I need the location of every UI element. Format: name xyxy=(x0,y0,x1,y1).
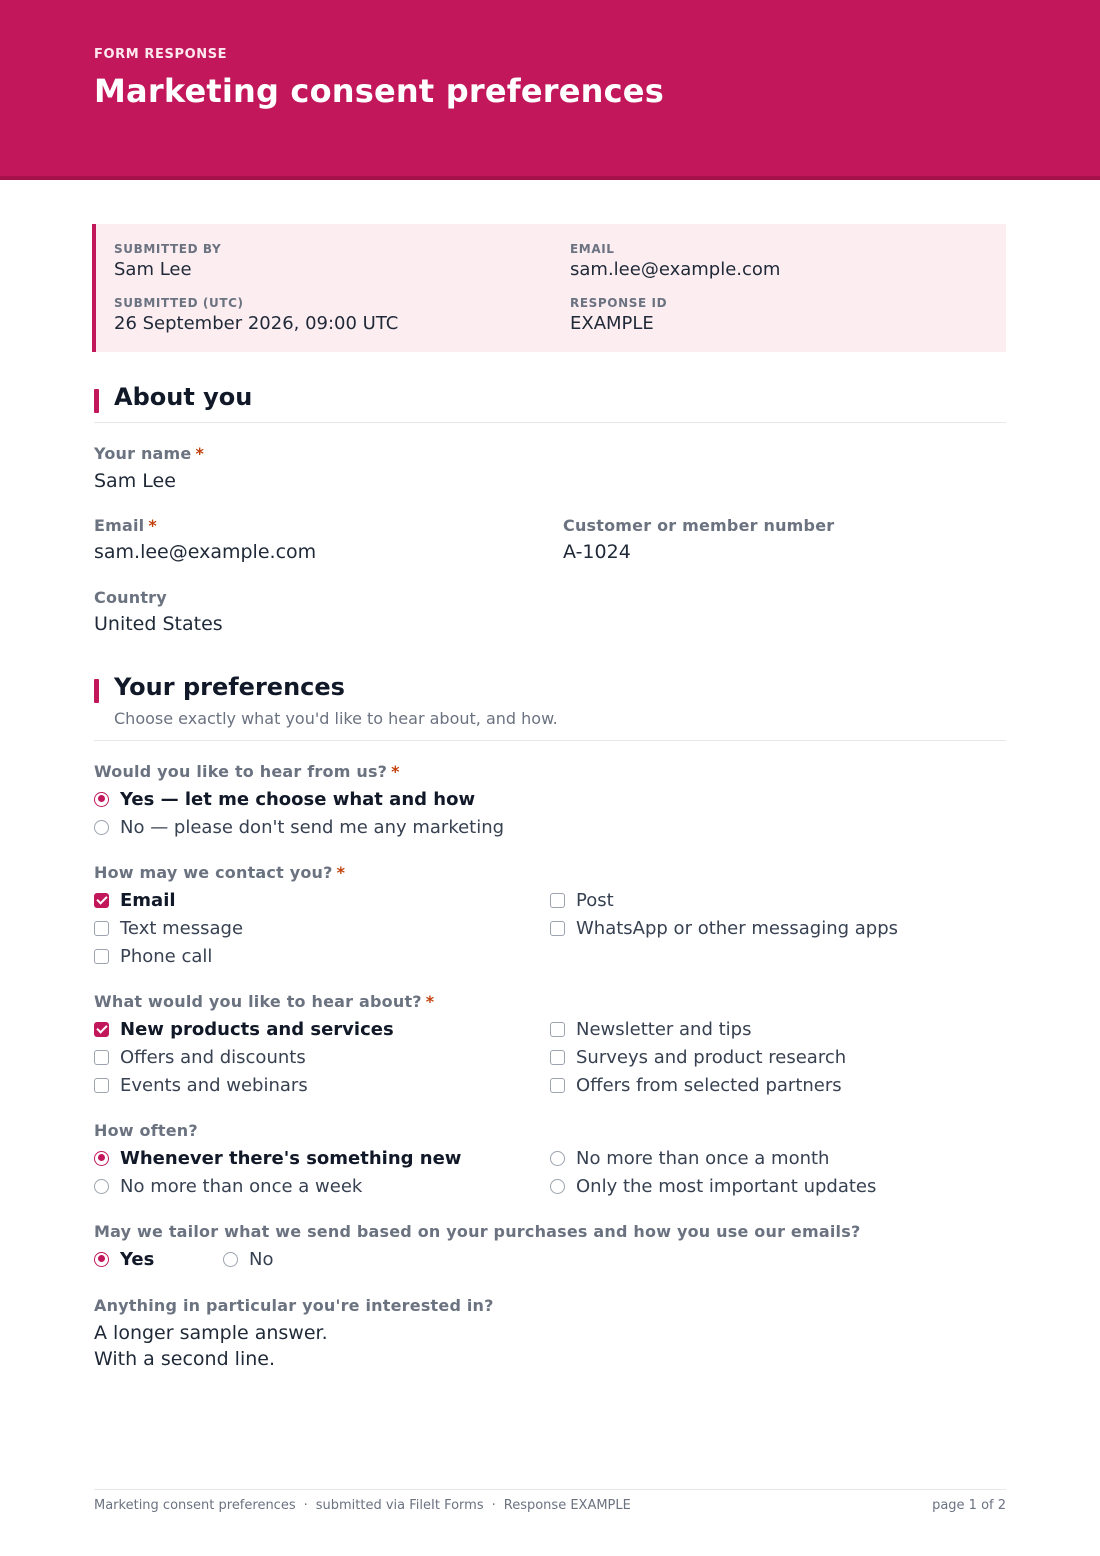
topic-option-newsletter[interactable] xyxy=(550,1017,751,1041)
footer-separator: · xyxy=(303,1498,308,1513)
meta-label: SUBMITTED (UTC) xyxy=(114,296,244,310)
radio-selected-icon[interactable] xyxy=(94,1252,109,1267)
answer-line: A longer sample answer. xyxy=(94,1322,328,1344)
checkbox-icon[interactable] xyxy=(550,893,565,908)
interests-answer xyxy=(94,1320,328,1372)
option-label: WhatsApp or other messaging apps xyxy=(576,917,899,939)
option-label: New products and services xyxy=(120,1018,394,1040)
option-label: Only the most important updates xyxy=(576,1175,877,1197)
required-mark: * xyxy=(148,516,157,535)
option-label: Yes xyxy=(120,1248,155,1270)
topic-option-offers[interactable] xyxy=(94,1045,306,1069)
tailor-option-yes[interactable] xyxy=(94,1247,154,1271)
topics-label xyxy=(94,992,434,1011)
header-kicker: FORM RESPONSE xyxy=(94,47,228,62)
country-value: United States xyxy=(94,613,223,635)
frequency-option-weekly[interactable] xyxy=(94,1174,362,1198)
contact-option-phone-call[interactable] xyxy=(94,944,212,968)
checkbox-checked-icon[interactable] xyxy=(94,893,109,908)
frequency-label: How often? xyxy=(94,1121,198,1140)
meta-label: RESPONSE ID xyxy=(570,296,668,310)
checkbox-icon[interactable] xyxy=(550,921,565,936)
meta-value: EXAMPLE xyxy=(570,313,654,334)
field-label-text: Email xyxy=(94,516,145,535)
radio-icon[interactable] xyxy=(550,1179,565,1194)
option-label: Text message xyxy=(120,917,244,939)
footer-response: Response EXAMPLE xyxy=(503,1498,631,1513)
topic-option-partners[interactable] xyxy=(550,1073,842,1097)
tailor-label: May we tailor what we send based on your purchases and how you use our emails? xyxy=(94,1222,861,1241)
topic-option-surveys[interactable] xyxy=(550,1045,846,1069)
field-label-text: How may we contact you? xyxy=(94,863,333,882)
meta-label: SUBMITTED BY xyxy=(114,242,222,256)
option-label: Yes — let me choose what and how xyxy=(120,788,476,810)
option-label: No more than once a month xyxy=(576,1147,830,1169)
field-label-text: Would you like to hear from us? xyxy=(94,762,388,781)
radio-icon[interactable] xyxy=(550,1151,565,1166)
page-number: page 1 of 2 xyxy=(932,1498,1006,1513)
option-label: Offers and discounts xyxy=(120,1046,306,1068)
interests-label: Anything in particular you're interested in? xyxy=(94,1296,494,1315)
your-name-label xyxy=(94,444,204,463)
meta-value: 26 September 2026, 09:00 UTC xyxy=(114,313,399,334)
meta-response-id xyxy=(570,296,667,335)
option-label: No more than once a week xyxy=(120,1175,363,1197)
required-mark: * xyxy=(391,762,400,781)
radio-selected-icon[interactable] xyxy=(94,792,109,807)
option-label: Newsletter and tips xyxy=(576,1018,752,1040)
section-accent-bar xyxy=(94,389,99,413)
radio-icon[interactable] xyxy=(94,1179,109,1194)
checkbox-icon[interactable] xyxy=(94,921,109,936)
option-label: Offers from selected partners xyxy=(576,1074,842,1096)
footer-info xyxy=(94,1498,631,1513)
page-title: Marketing consent preferences xyxy=(94,72,664,110)
option-label: Email xyxy=(120,889,176,911)
footer-via: submitted via FileIt Forms xyxy=(315,1498,484,1513)
option-label: Whenever there's something new xyxy=(120,1147,462,1169)
contact-methods-label xyxy=(94,863,345,882)
checkbox-icon[interactable] xyxy=(94,949,109,964)
email-label xyxy=(94,516,157,535)
section-subtitle: Choose exactly what you'd like to hear about, and how. xyxy=(114,709,558,728)
contact-option-text-message[interactable] xyxy=(94,916,243,940)
your-name-value: Sam Lee xyxy=(94,470,176,492)
field-label-text: Your name xyxy=(94,444,192,463)
option-label: Events and webinars xyxy=(120,1074,308,1096)
checkbox-icon[interactable] xyxy=(94,1078,109,1093)
checkbox-checked-icon[interactable] xyxy=(94,1022,109,1037)
customer-number-value: A-1024 xyxy=(563,541,631,563)
meta-value: Sam Lee xyxy=(114,259,192,280)
section-title: About you xyxy=(114,383,253,411)
option-label: No xyxy=(249,1248,274,1270)
option-label: No — please don't send me any marketing xyxy=(120,816,505,838)
section-divider xyxy=(94,740,1006,741)
topic-option-events[interactable] xyxy=(94,1073,308,1097)
meta-submitted-by xyxy=(114,242,221,281)
field-label-text: What would you like to hear about? xyxy=(94,992,422,1011)
contact-option-email[interactable] xyxy=(94,888,176,912)
checkbox-icon[interactable] xyxy=(550,1050,565,1065)
meta-value: sam.lee@example.com xyxy=(570,259,781,280)
meta-email xyxy=(570,242,780,281)
radio-icon[interactable] xyxy=(223,1252,238,1267)
answer-line: With a second line. xyxy=(94,1348,275,1370)
required-mark: * xyxy=(336,863,346,882)
footer-separator: · xyxy=(491,1498,496,1513)
topic-option-new-products[interactable] xyxy=(94,1017,394,1041)
hear-option-yes[interactable] xyxy=(94,787,475,811)
form-header xyxy=(0,0,1100,180)
checkbox-icon[interactable] xyxy=(550,1078,565,1093)
required-mark: * xyxy=(195,444,205,463)
section-divider xyxy=(94,422,1006,423)
option-label: Post xyxy=(576,889,614,911)
meta-label: EMAIL xyxy=(570,242,615,256)
tailor-option-no[interactable] xyxy=(223,1247,273,1271)
frequency-option-monthly[interactable] xyxy=(550,1146,829,1170)
customer-number-label: Customer or member number xyxy=(563,516,835,535)
country-label: Country xyxy=(94,588,167,607)
footer-divider xyxy=(94,1489,1006,1490)
radio-icon[interactable] xyxy=(94,820,109,835)
option-label: Phone call xyxy=(120,945,213,967)
footer-form-name: Marketing consent preferences xyxy=(94,1498,296,1513)
frequency-option-whenever[interactable] xyxy=(94,1146,461,1170)
hear-option-no[interactable] xyxy=(94,815,504,839)
checkbox-icon[interactable] xyxy=(94,1050,109,1065)
hear-from-us-label xyxy=(94,762,400,781)
frequency-option-important-only[interactable] xyxy=(550,1174,876,1198)
contact-option-messaging-apps[interactable] xyxy=(550,916,898,940)
section-title: Your preferences xyxy=(114,673,345,701)
submission-meta-panel xyxy=(92,224,1006,352)
required-mark: * xyxy=(425,992,435,1011)
contact-option-post[interactable] xyxy=(550,888,614,912)
option-label: Surveys and product research xyxy=(576,1046,847,1068)
meta-submitted-utc xyxy=(114,296,398,335)
email-value: sam.lee@example.com xyxy=(94,541,317,563)
radio-selected-icon[interactable] xyxy=(94,1151,109,1166)
checkbox-icon[interactable] xyxy=(550,1022,565,1037)
section-accent-bar xyxy=(94,679,99,703)
